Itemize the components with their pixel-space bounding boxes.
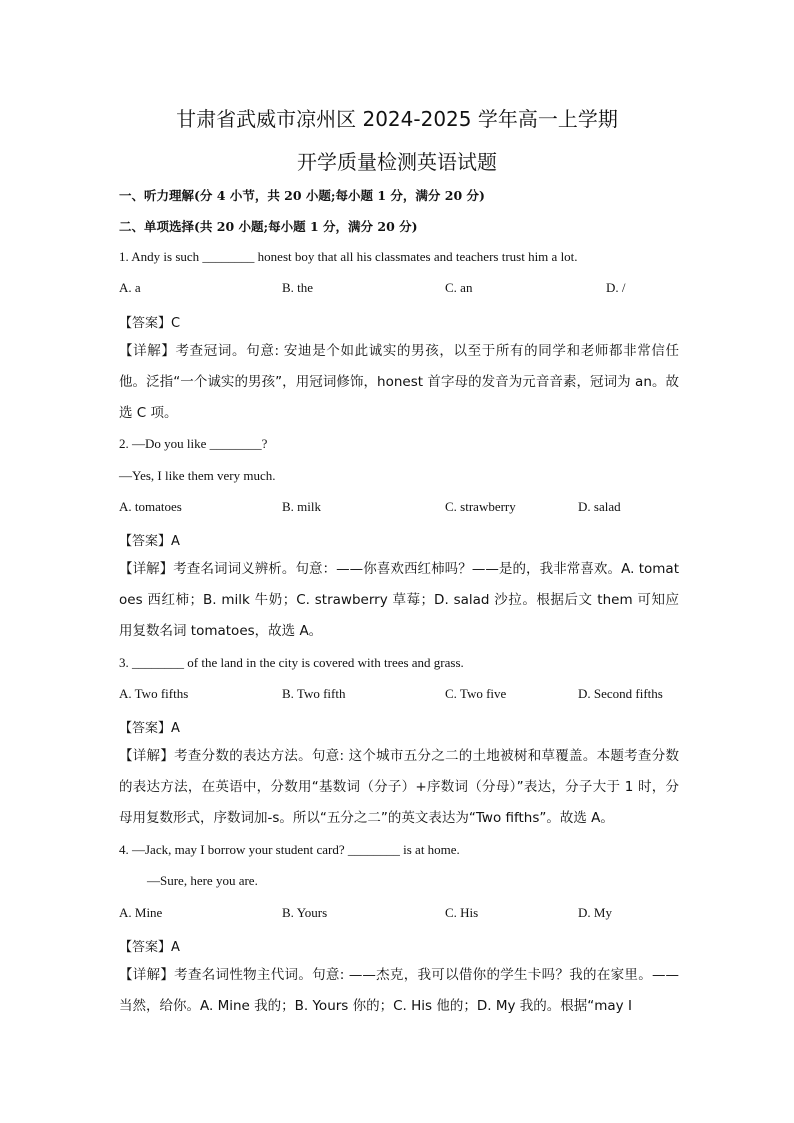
- question-2-option-c: C. strawberry: [445, 499, 516, 514]
- question-4-option-a: A. Mine: [119, 905, 163, 920]
- question-2-option-d: D. salad: [578, 499, 621, 514]
- question-1-option-a: A. a: [119, 280, 141, 295]
- question-1-explanation: 【详解】考查冠词。句意: 安迪是个如此诚实的男孩，以至于所有的同学和老师都非常信任他。泛指“一个诚实的男孩”，用冠词修饰，honest 首字母的发音为元音音素，冠词为 an。故选 C 项。: [119, 343, 679, 421]
- question-1-option-b: B. the: [282, 280, 314, 295]
- question-3-stem: 3. ________ of the land in the city is covered with trees and grass.: [119, 655, 464, 670]
- question-4-answer: 【答案】A: [119, 940, 180, 955]
- document-title: 甘肃省武威市凉州区 2024-2025 学年高一上学期: [176, 107, 618, 131]
- question-1-option-c: C. an: [445, 280, 473, 295]
- question-2-answer: 【答案】A: [119, 534, 180, 549]
- question-2-stem: 2. —Do you like ________?: [119, 436, 268, 451]
- question-3-explanation: 【详解】考查分数的表达方法。句意: 这个城市五分之二的土地被树和草覆盖。本题考查分数的表达方法，在英语中，分数用“基数词（分子）+序数词（分母）”表达，分子大于 1 时，分母用复数形式，序数词加-s。所以“五分之二”的英文表达为“Two fifths”。故选 A。: [119, 748, 679, 826]
- question-3-option-b: B. Two fifth: [282, 686, 346, 701]
- question-3-answer: 【答案】A: [119, 721, 180, 736]
- document-subtitle: 开学质量检测英语试题: [297, 150, 497, 174]
- question-4-explanation: 【详解】考查名词性物主代词。句意: ——杰克，我可以借你的学生卡吗？我的在家里。——当然，给你。A. Mine 我的；B. Yours 你的；C. His 他的；D. My 我的。根据“may I: [119, 967, 679, 1014]
- question-4-option-c: C. His: [445, 905, 479, 920]
- question-4-stem: 4. —Jack, may I borrow your student card? ________ is at home.: [119, 842, 460, 857]
- question-2-explanation: 【详解】考查名词词义辨析。句意：——你喜欢西红柿吗？——是的，我非常喜欢。A. tomatoes 西红柿；B. milk 牛奶；C. strawberry 草莓；D. salad 沙拉。根据后文 them 可知应用复数名词 tomatoes，故选 A。: [119, 561, 679, 639]
- question-4-option-d: D. My: [578, 905, 612, 920]
- question-1-answer: 【答案】C: [119, 316, 181, 331]
- question-2-stem-response: —Yes, I like them very much.: [119, 468, 276, 483]
- question-2-option-b: B. milk: [282, 499, 322, 514]
- section-heading-listening: 一、听力理解(分 4 小节，共 20 小题;每小题 1 分，满分 20 分): [119, 188, 485, 203]
- question-4-stem-response: —Sure, here you are.: [147, 873, 258, 888]
- question-3-option-d: D. Second fifths: [578, 686, 663, 701]
- question-3-option-c: C. Two five: [445, 686, 507, 701]
- section-heading-single-choice: 二、单项选择(共 20 小题;每小题 1 分，满分 20 分): [119, 219, 418, 234]
- question-1-stem: 1. Andy is such ________ honest boy that all his classmates and teachers trust him a lot.: [119, 249, 578, 264]
- question-2-option-a: A. tomatoes: [119, 499, 182, 514]
- question-4-option-b: B. Yours: [282, 905, 328, 920]
- question-3-option-a: A. Two fifths: [119, 686, 189, 701]
- question-1-option-d: D. /: [606, 280, 626, 295]
